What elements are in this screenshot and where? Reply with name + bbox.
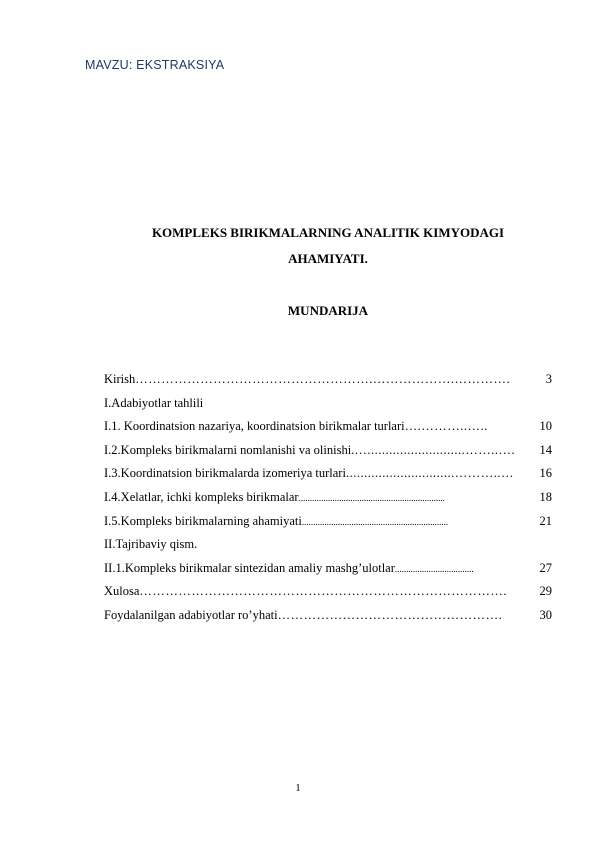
toc-entry-page: 27 xyxy=(539,560,552,575)
toc-entry-page: 29 xyxy=(539,584,552,599)
toc-entry-text: I.4.Xelatlar, ichki kompleks birikmalar xyxy=(104,489,299,504)
toc-entry-leader: ................................................................. xyxy=(298,492,445,503)
toc-entry-leader: ……………………………………………. xyxy=(277,607,503,622)
toc-entry-text: Kirish xyxy=(104,372,136,386)
toc-entry xyxy=(104,514,552,538)
toc-entry xyxy=(104,466,552,490)
toc-entry xyxy=(104,396,552,420)
toc-entry-leader: …...........................……..…. xyxy=(354,442,516,457)
toc-entry-text: I.3.Koordinatsion birikmalarda izomeriya turlari xyxy=(104,466,346,481)
toc-entry-leader: ..............................………..… xyxy=(345,466,514,481)
toc-entry xyxy=(104,537,552,561)
toc-entry-page: 10 xyxy=(539,419,552,434)
toc-entry xyxy=(104,419,552,443)
toc-entry-text: Foydalanilgan adabiyotlar ro’yhati xyxy=(104,607,278,622)
document-title xyxy=(100,220,556,272)
toc-entry-text: I.Adabiyotlar tahlili xyxy=(104,395,204,410)
toc-entry-leader: ……………………………………………….……………….…………. xyxy=(135,372,511,386)
toc-entry xyxy=(104,490,552,514)
toc-entry-page: 18 xyxy=(539,489,552,504)
toc-entry-text: I.5.Kompleks birikmalarning ahamiyati xyxy=(104,513,302,528)
toc-entry-page: 30 xyxy=(539,607,552,622)
toc-entry-text: II.Tajribaviy qism. xyxy=(104,537,198,552)
toc-entry-leader: ….………..….. xyxy=(404,419,488,434)
contents-heading: MUNDARIJA xyxy=(287,303,369,318)
topic-heading: MAVZU: EKSTRAKSIYA xyxy=(85,58,225,72)
toc-entry xyxy=(104,372,552,396)
toc-entry-text: Xulosa xyxy=(104,584,140,599)
toc-entry xyxy=(104,608,552,632)
document-title-line-1: KOMPLEKS BIRIKMALARNING ANALITIK KIMYODAGI xyxy=(151,225,505,240)
toc-entry-page: 3 xyxy=(545,372,552,386)
toc-entry xyxy=(104,443,552,467)
toc-entry-text: I.1. Koordinatsion nazariya, koordinatsion birikmalar turlari xyxy=(104,419,405,434)
toc-entry-page: 16 xyxy=(539,466,552,481)
toc-entry xyxy=(104,561,552,585)
table-of-contents xyxy=(104,372,552,632)
toc-entry-text: I.2.Kompleks birikmalarni nomlanishi va olinishi. xyxy=(104,442,355,457)
toc-entry xyxy=(104,584,552,608)
toc-entry-leader: ................................... xyxy=(394,563,474,574)
page-number: 1 xyxy=(295,782,301,794)
toc-entry-leader: ................................................................. xyxy=(301,516,449,527)
toc-entry-text: II.1.Kompleks birikmalar sintezidan amaliy mashg’ulotlar xyxy=(104,560,395,575)
toc-entry-page: 14 xyxy=(539,442,552,457)
toc-entry-leader: …………………………………………………………………………. xyxy=(139,584,508,599)
document-title-line-2: AHAMIYATI. xyxy=(288,251,368,266)
toc-entry-page: 21 xyxy=(539,513,552,528)
